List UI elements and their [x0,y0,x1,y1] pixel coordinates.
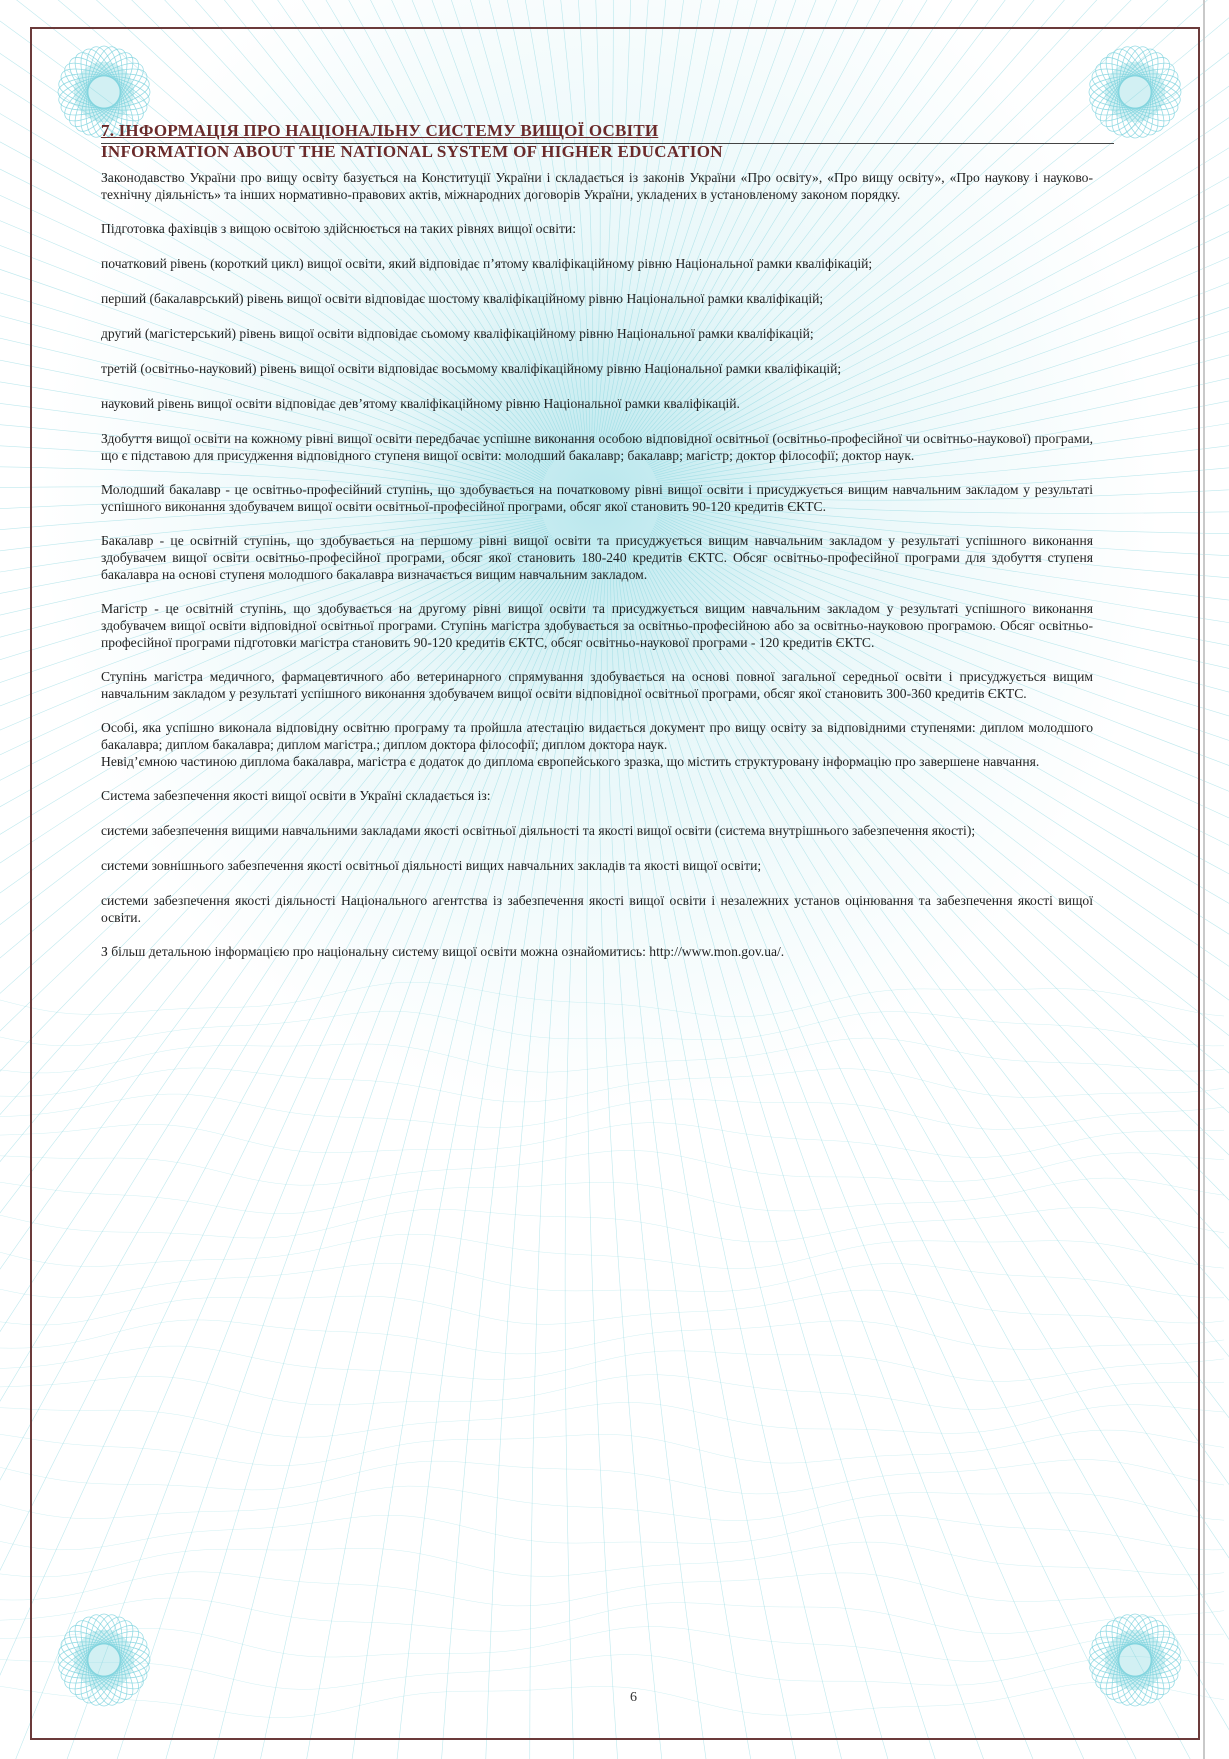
paragraph-supplement: Невід’ємною частиною диплома бакалавра, магістра є додаток до диплома європейського зразка, що містить структуровану інформацію про завершене навчання. [101,754,1040,769]
rosette-icon [52,1608,156,1712]
paragraph-degrees: Здобуття вищої освіти на кожному рівні вищої освіти передбачає успішне виконання особою відповідної освітньої (освітньо-професійної чи освітньо-наукової) програми, що є підставою для присудження відповідного ступеня вищої освіти: молодший бакалавр; бакалавр; магістр; доктор філософії; доктор наук. [101,431,1093,463]
paragraph-diplomas: Особі, яка успішно виконала відповідну освітню програму та пройшла атестацію видається документ про вищу освіту за відповідними ступенями: диплом молодшого бакалавра; диплом бакалавра; диплом магістра.; диплом доктора філософії; диплом доктора наук. [101,720,1093,752]
paragraph-level-short-cycle: початковий рівень (короткий цикл) вищої освіти, який відповідає п’ятому кваліфікаційному рівню Національної рамки кваліфікацій; [101,256,873,271]
paragraph-level-first: перший (бакалаврський) рівень вищої освіти відповідає шостому кваліфікаційному рівню Національної рамки кваліфікацій; [101,291,824,306]
paragraph-bachelor: Бакалавр - це освітній ступінь, що здобувається на першому рівні вищої освіти та присуджується вищим навчальним закладом у результаті успішного виконання здобувачем вищої освіти освітньо-професійної програми, обсяг якої становить 180-240 кредитів ЄКТС. Обсяг освітньо-професійної програми для здобуття ступеня бакалавра на основі ступеня молодшого бакалавра визначається вищим навчальним закладом. [101,533,1093,582]
rosette-icon [1083,1608,1187,1712]
rosette-icon [1083,40,1187,144]
paragraph-quality-external: системи зовнішнього забезпечення якості освітньої діяльності вищих навчальних закладів та якості вищої освіти; [101,858,762,873]
paragraph-level-scientific: науковий рівень вищої освіти відповідає дев’ятому кваліфікаційному рівню Національної рамки кваліфікацій. [101,396,740,411]
paragraph-quality-intro: Система забезпечення якості вищої освіти в Україні складається із: [101,788,491,803]
section-title-en: INFORMATION ABOUT THE NATIONAL SYSTEM OF HIGHER EDUCATION [101,142,723,161]
paragraph-master: Магістр - це освітній ступінь, що здобувається на другому рівні вищої освіти та присуджується вищим навчальним закладом у результаті успішного виконання здобувачем вищої освіти відповідної освітньої програми. Ступінь магістра здобувається за освітньо-професійною або за освітньо-науковою програмою. Обсяг освітньо-професійної програми підготовки магістра становить 90-120 кредитів ЄКТС, обсяг освітньо-наукової програми - 120 кредитів ЄКТС. [101,601,1093,650]
paragraph-quality-internal: системи забезпечення вищими навчальними закладами якості освітньої діяльності та якості вищої освіти (система внутрішнього забезпечення якості); [101,823,976,838]
paragraph-master-medical: Ступінь магістра медичного, фармацевтичного або ветеринарного спрямування здобувається на основі повної загальної середньої освіти і присуджується вищим навчальним закладом у результаті успішного виконання здобувачем вищої освіти відповідної освітньої програми, обсяг якої становить 300-360 кредитів ЄКТС. [101,669,1093,701]
paragraph-more-info: З більш детальною інформацією про національну систему вищої освіти можна ознайомитись: http://www.mon.gov.ua/. [101,944,785,959]
document-content [101,121,1093,960]
paragraph-legislation: Законодавство України про вищу освіту базується на Конституції України і складається із законів України «Про освіту», «Про вищу освіту», «Про наукову і науково-технічну діяльність» та інших нормативно-правових актів, міжнародних договорів України, укладених в установленому законом порядку. [101,170,1093,202]
paragraph-levels-intro: Підготовка фахівців з вищою освітою здійснюється на таких рівнях вищої освіти: [101,221,576,236]
paragraph-junior-bachelor: Молодший бакалавр - це освітньо-професійний ступінь, що здобувається на початковому рівні вищої освіти і присуджується вищим навчальним закладом у результаті успішного виконання здобувачем вищої освіти освітньої-професійної програми, обсяг якої становить 90-120 кредитів ЄКТС. [101,482,1093,514]
scan-right-edge [1203,0,1205,1759]
paragraph-quality-agency: системи забезпечення якості діяльності Національного агентства із забезпечення якості вищої освіти і незалежних установ оцінювання та забезпечення якості вищої освіти. [101,893,1093,925]
scan-top-edge [0,0,1229,10]
paragraph-level-third: третій (освітньо-науковий) рівень вищої освіти відповідає восьмому кваліфікаційному рівню Національної рамки кваліфікацій; [101,361,842,376]
paragraph-level-second: другий (магістерський) рівень вищої освіти відповідає сьомому кваліфікаційному рівню Національної рамки кваліфікацій; [101,326,814,341]
page-number: 6 [630,1690,637,1705]
section-title-uk: 7. ІНФОРМАЦІЯ ПРО НАЦІОНАЛЬНУ СИСТЕМУ ВИЩОЇ ОСВІТИ [101,121,659,140]
